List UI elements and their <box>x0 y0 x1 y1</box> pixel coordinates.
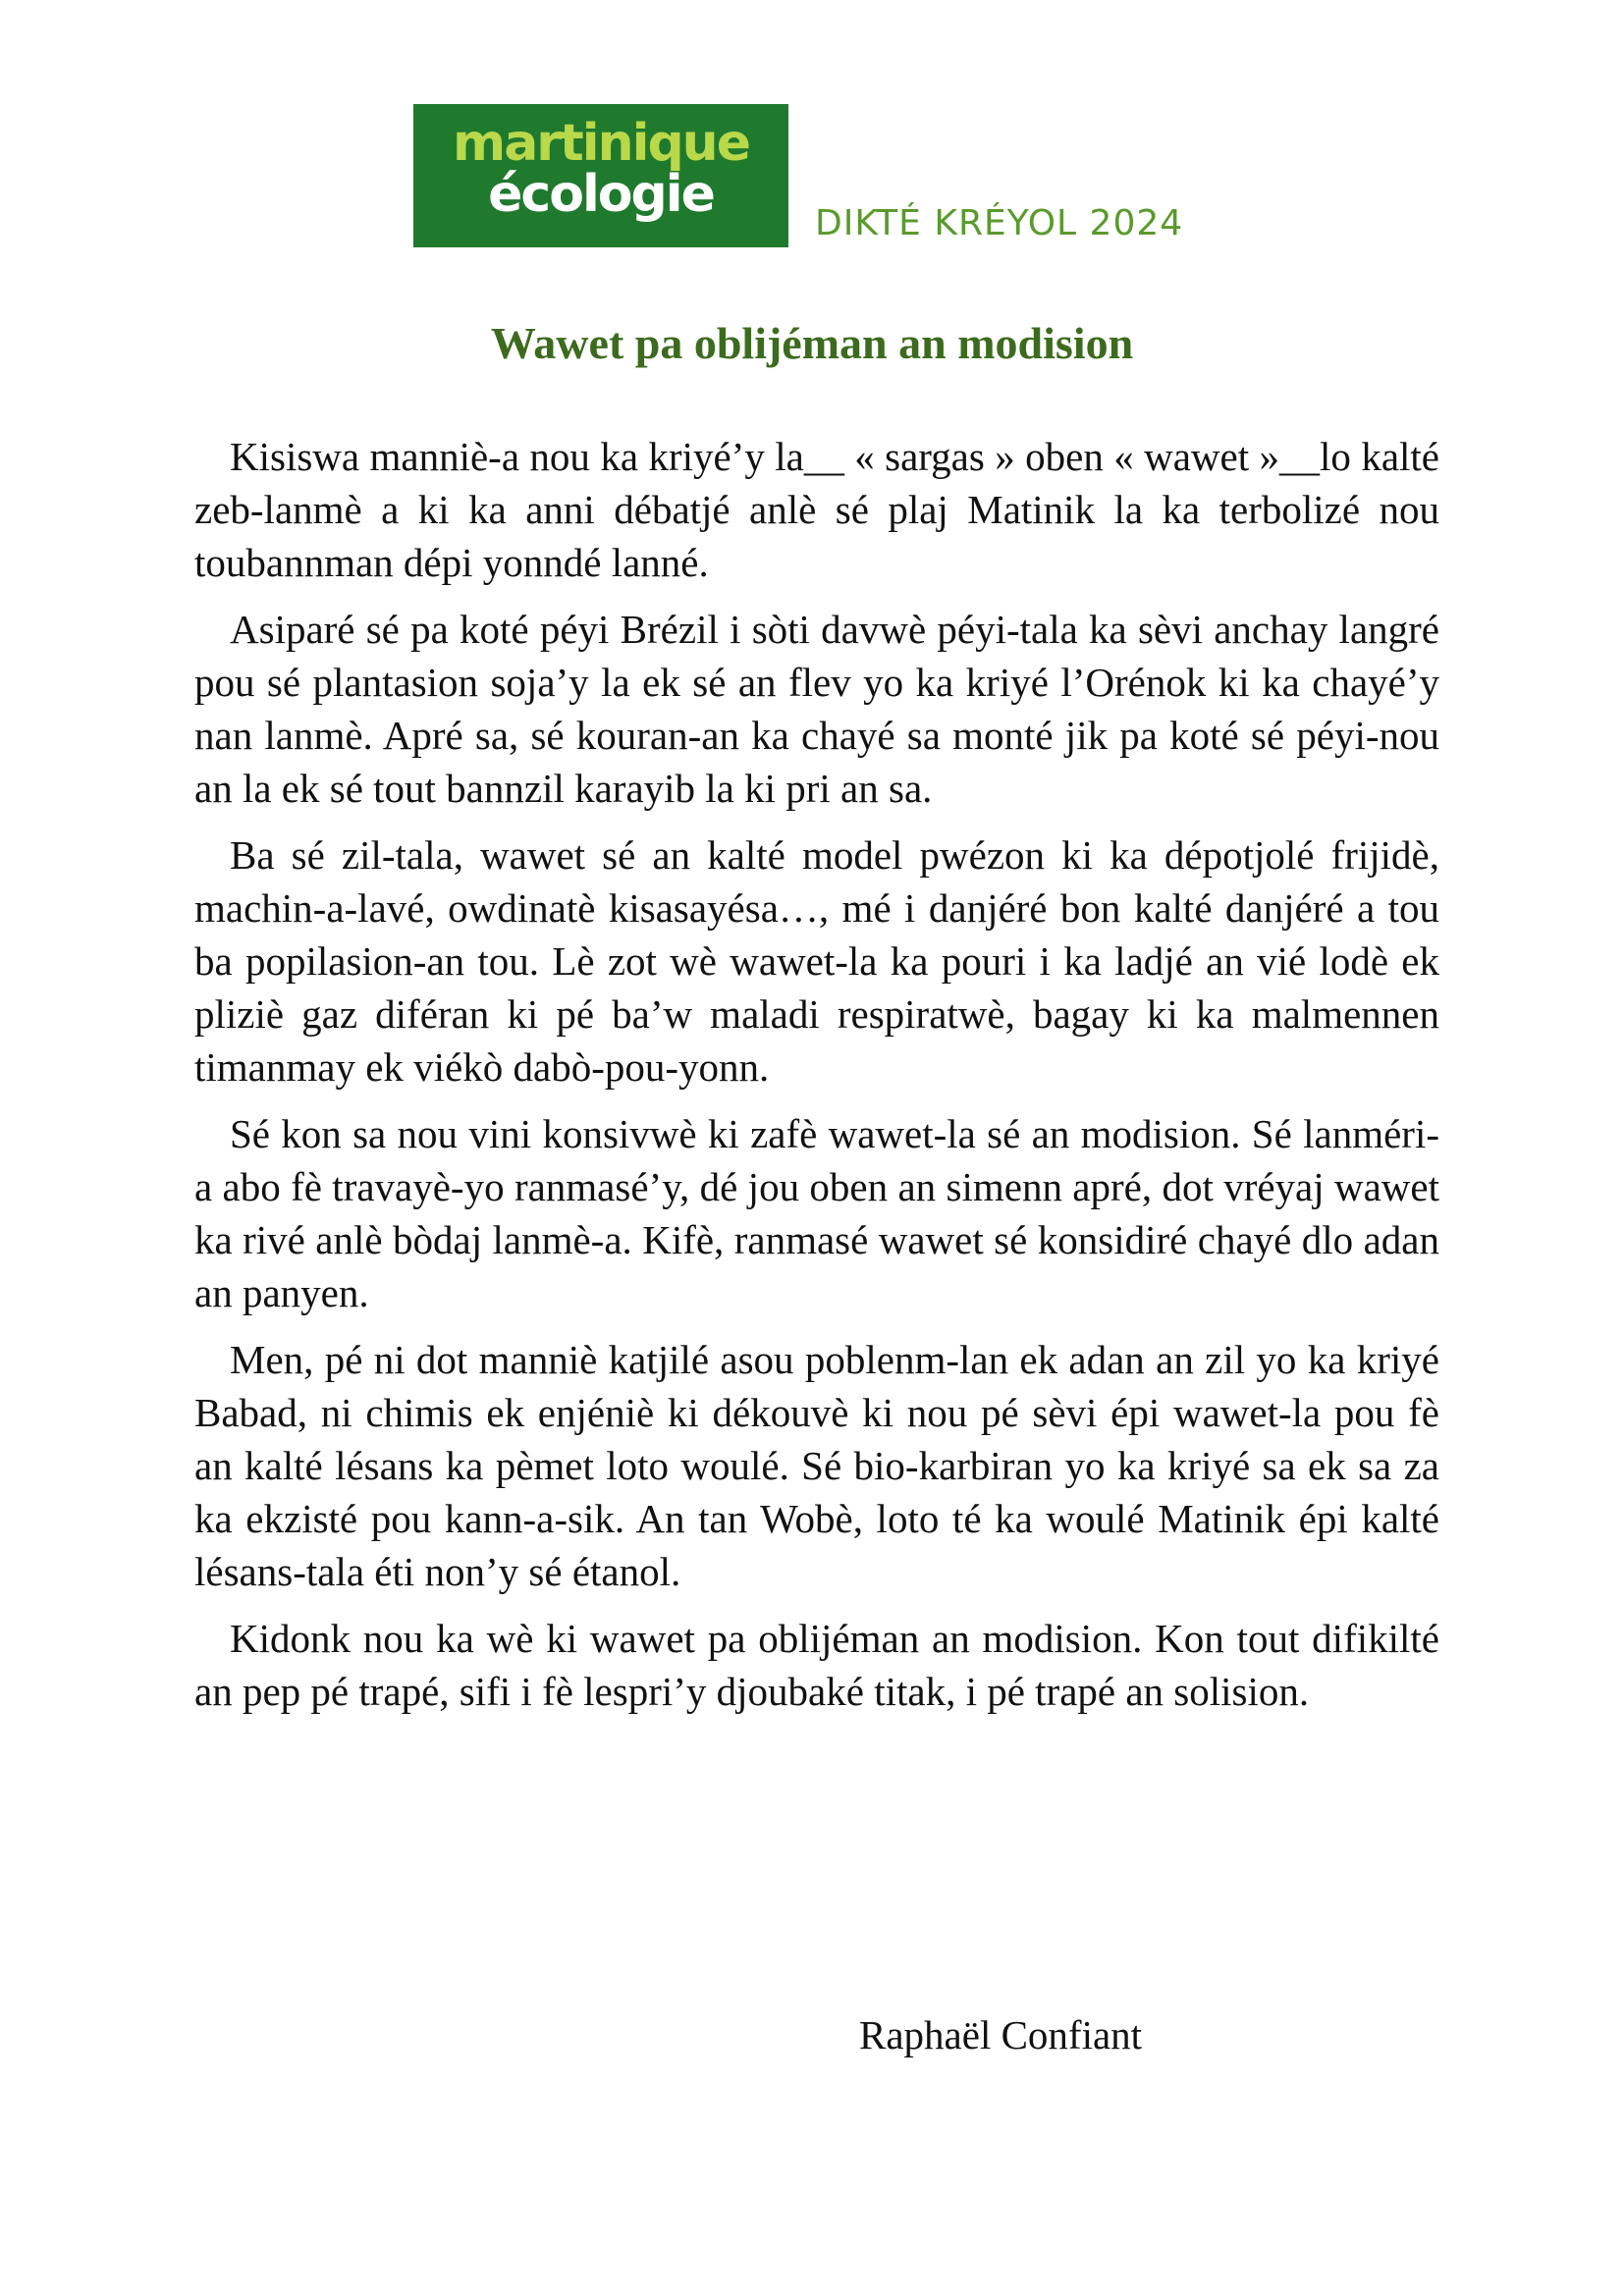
paragraph-6: Kidonk nou ka wè ki wawet pa oblijéman an modision. Kon tout difikilté an pep pé trapé, sifi i fè lespri’y djoubaké titak, i pé trapé an solision. <box>194 1616 1439 1714</box>
paragraph-1: Kisiswa manniè-a nou ka kriyé’y la__ « sargas » oben « wawet »__lo kalté zeb-lanmè a ki ka anni débatjé anlè sé plaj Matinik la ka terbolizé nou toubannman dépi yonndé lanné. <box>194 434 1439 585</box>
martinique-ecologie-logo <box>413 104 788 247</box>
document-title: Wawet pa oblijéman an modision <box>490 318 1134 368</box>
paragraph-3: Ba sé zil-tala, wawet sé an kalté model pwézon ki ka dépotjolé frijidè, machin-a-lavé, owdinatè kisasayésa…, mé i danjéré bon kalté danjéré a tou ba popilasion-an tou. Lè zot wè wawet-la ka pouri i ka ladjé an vié lodè ek pliziè gaz diféran ki pé ba’w maladi respiratwè, bagay ki ka malmennen timanmay ek viékò dabò-pou-yonn. <box>194 832 1439 1090</box>
logo-line-ecologie: écologie <box>488 165 714 224</box>
paragraph-2: Asiparé sé pa koté péyi Brézil i sòti davwè péyi-tala ka sèvi anchay langré pou sé plantasion soja’y la ek sé an flev yo ka kriyé l’Orénok ki ka chayé’y nan lanmè. Apré sa, sé kouran-an ka chayé sa monté jik pa koté sé péyi-nou an la ek sé tout bannzil karayib la ki pri an sa. <box>194 607 1439 811</box>
logo-line-martinique: martinique <box>453 114 749 173</box>
dictation-text <box>194 430 1439 1732</box>
dikte-kreyol-subtitle: DIKTÉ KRÉYOL 2024 <box>815 203 1184 243</box>
paragraph-5: Men, pé ni dot manniè katjilé asou poblenm-lan ek adan an zil yo ka kriyé Babad, ni chimis ek enjéniè ki dékouvè ki nou pé sèvi épi wawet-la pou fè an kalté lésans ka pèmet loto woulé. Sé bio-karbiran yo ka kriyé sa ek sa za ka ekzisté pou kann-a-sik. An tan Wobè, loto té ka woulé Matinik épi kalté lésans-tala éti non’y sé étanol. <box>194 1337 1439 1594</box>
paragraph-4: Sé kon sa nou vini konsivwè ki zafè wawet-la sé an modision. Sé lanméri-a abo fè travayè-yo ranmasé’y, dé jou oben an simenn apré, dot vréyaj wawet ka rivé anlè bòdaj lanmè-a. Kifè, ranmasé wawet sé konsidiré chayé dlo adan an panyen. <box>194 1111 1439 1315</box>
header <box>413 104 1238 251</box>
author-signature: Raphaël Confiant <box>859 2012 1143 2057</box>
